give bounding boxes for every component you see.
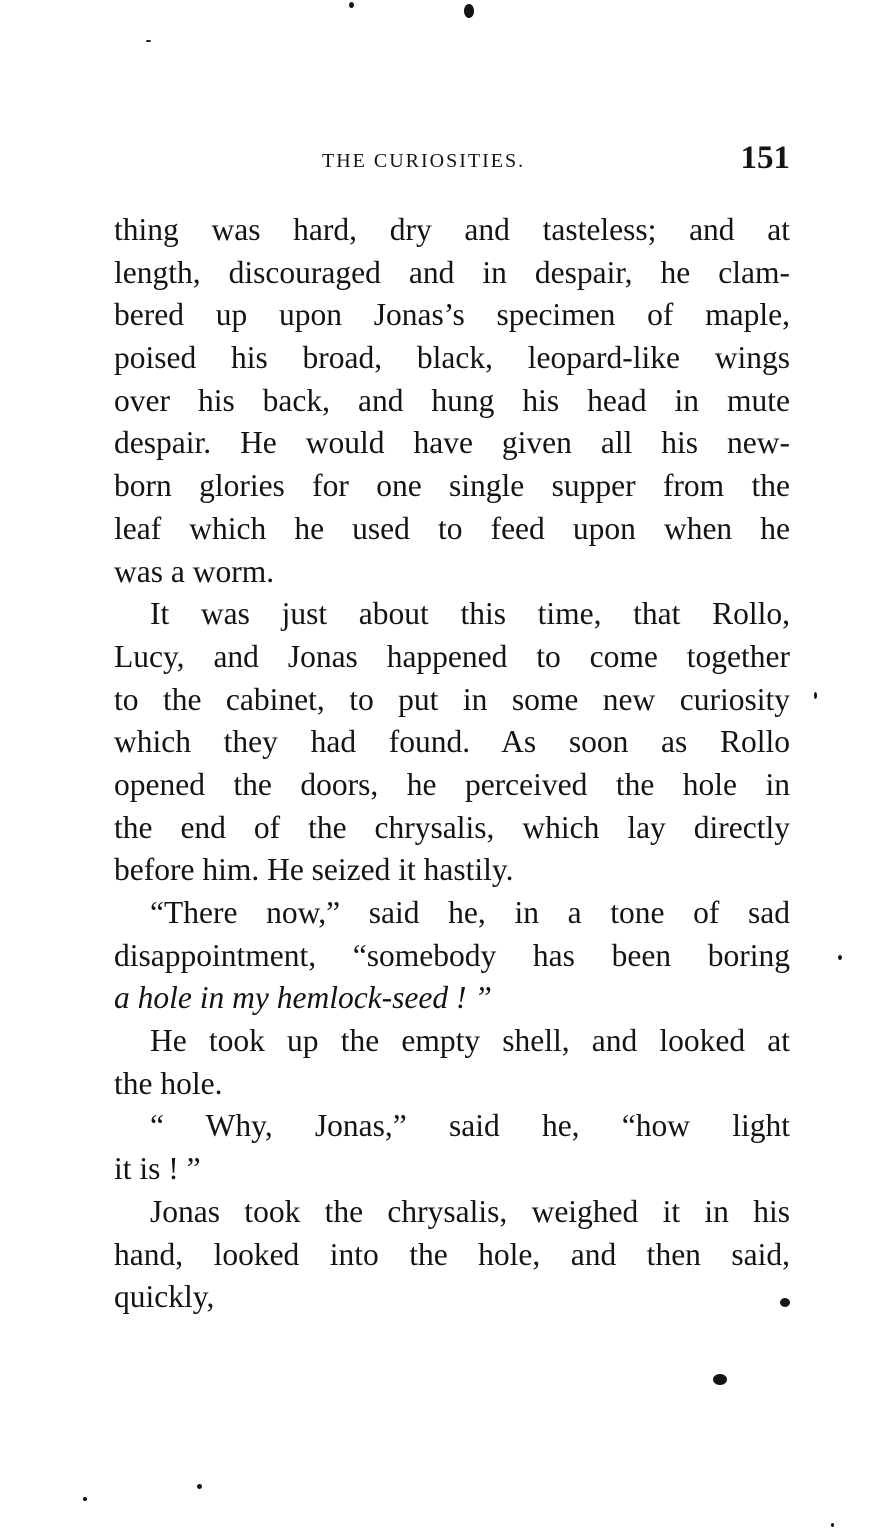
- text-line: born glories for one single supper from the: [114, 468, 790, 504]
- text-line: the end of the chrysalis, which lay directly: [114, 809, 790, 845]
- ink-speck: [349, 2, 354, 8]
- text-line: disappointment, “somebody has been boring: [114, 937, 790, 973]
- text-line: which they had found. As soon as Rollo: [114, 724, 790, 760]
- ink-speck: [464, 4, 474, 18]
- text-line: bered up upon Jonas’s specimen of maple,: [114, 297, 790, 333]
- ink-speck: [83, 1497, 87, 1501]
- body-text: [114, 209, 790, 1319]
- text-line: Jonas took the chrysalis, weighed it in his: [150, 1193, 790, 1229]
- text-line: opened the doors, he perceived the hole in: [114, 766, 790, 802]
- text-line: hand, looked into the hole, and then said,: [114, 1236, 790, 1272]
- text-line: Lucy, and Jonas happened to come together: [114, 638, 790, 674]
- ink-speck: [831, 1523, 834, 1527]
- text-line: leaf which he used to feed upon when he: [114, 510, 790, 546]
- ink-speck: [838, 955, 842, 960]
- text-line: poised his broad, black, leopard-like wings: [114, 340, 790, 376]
- text-line: the hole.: [114, 1065, 223, 1101]
- ink-speck: [814, 692, 817, 699]
- ink-speck: [197, 1484, 202, 1489]
- ink-speck: [780, 1298, 790, 1307]
- ink-speck: [146, 40, 151, 42]
- text-line: to the cabinet, to put in some new curiosity: [114, 681, 790, 717]
- text-line: despair. He would have given all his new-: [114, 425, 790, 461]
- text-line: thing was hard, dry and tasteless; and at: [114, 212, 790, 247]
- text-line: before him. He seized it hastily.: [114, 852, 514, 888]
- text-line: length, discouraged and in despair, he clam-: [114, 254, 790, 290]
- text-line: over his back, and hung his head in mute: [114, 382, 790, 418]
- text-line: it is ! ”: [114, 1151, 201, 1187]
- text-line: He took up the empty shell, and looked at: [150, 1023, 790, 1059]
- text-line: quickly,: [114, 1279, 215, 1315]
- page-header: [112, 140, 790, 184]
- ink-speck: [713, 1374, 727, 1385]
- text-line: was a worm.: [114, 553, 275, 589]
- text-line: a hole in my hemlock-seed ! ”: [114, 980, 492, 1016]
- text-line: It was just about this time, that Rollo,: [150, 596, 790, 632]
- text-line: “ Why, Jonas,” said he, “how light: [150, 1108, 790, 1144]
- page-number: 151: [740, 140, 790, 176]
- text-line: “There now,” said he, in a tone of sad: [150, 895, 790, 930]
- running-head: THE CURIOSITIES.: [322, 150, 526, 172]
